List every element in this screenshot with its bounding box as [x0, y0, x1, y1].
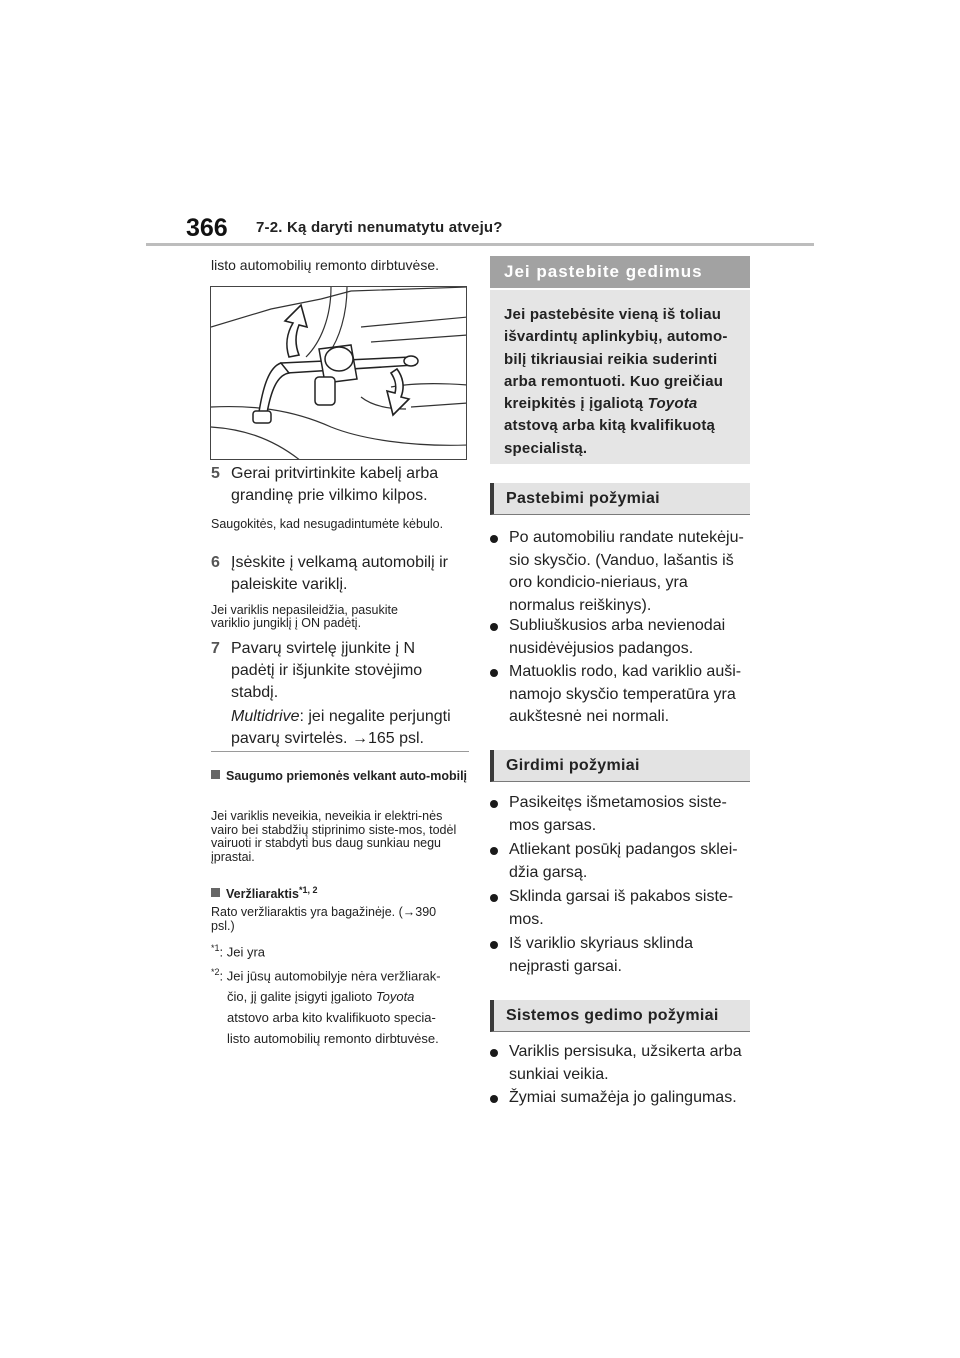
step-number: 6 — [211, 554, 220, 571]
safety-text: Jei variklis neveikia, neveikia ir elektri-nės vairo bei stabdžių stiprinimo siste-mos, todėl vairuoti ir stabdyti bus daug sunkiau negu įprastai. — [211, 809, 457, 864]
list-item: Subliuškusios arba nevienodai nusidėvėjusios padangos. — [490, 615, 750, 661]
list-item: Matuoklis rodo, kad variklio auši-namojo skysčio temperatūra yra aukštesnė nei normali. — [490, 661, 750, 731]
section-heading: Pastebimi požymiai — [490, 483, 750, 515]
brand-name: Toyota — [647, 395, 698, 413]
header-title: 7-2. Ką daryti nenumatytu atveju? — [256, 219, 503, 236]
wrench-text: Rato veržliaraktis yra bagažinėje. (→390 psl.) — [211, 905, 437, 933]
step-6 — [211, 552, 469, 598]
bullet-icon — [490, 535, 498, 543]
wrench-heading: Veržliaraktis$^{*1, 2}$ — [211, 884, 469, 902]
bullet-icon — [490, 669, 498, 677]
bullet-icon — [490, 1049, 498, 1057]
list-item: Po automobiliu randate nutekėju-sio skysčio. (Vanduo, lašantis iš oro kondicio-nieriaus, yra normalus reiškinys). — [490, 527, 750, 617]
step-text: Įsėskite į velkamą automobilį ir paleiskite variklį. — [231, 554, 448, 593]
step-number: 7 — [211, 640, 220, 657]
section-banner: Jei pastebite gedimus — [490, 256, 750, 288]
bullet-icon — [490, 894, 498, 902]
section-heading: Girdimi požymiai — [490, 750, 750, 782]
brand-name: Toyota — [375, 989, 415, 1005]
list-item: Sklinda garsai iš pakabos siste-mos. — [490, 886, 750, 932]
bullet-icon — [490, 623, 498, 631]
step-number: 5 — [211, 465, 220, 482]
square-bullet-icon — [211, 888, 220, 897]
wrench-illustration — [210, 286, 467, 460]
footnote-1: $^{*1}$: Jei yra — [211, 943, 266, 960]
bullet-icon — [490, 941, 498, 949]
list-item: Iš variklio skyriaus sklinda neįprasti garsai. — [490, 933, 750, 979]
page-number: 366 — [186, 214, 228, 242]
step-note: Jei variklis nepasileidžia, pasukite variklio jungiklį į ON padėtį. — [211, 603, 398, 630]
header-rule — [146, 243, 814, 246]
step-text: Gerai pritvirtinkite kabelį arba grandinę prie vilkimo kilpos. — [231, 465, 439, 504]
step-text: Pavarų svirtelę įjunkite į N padėtį ir išjunkite stovėjimo stabdį. Multidrive: jei negalite perjungti pavarų svirtelės. →165 psl. — [231, 640, 451, 747]
callout-box: Jei pastebėsite vieną iš toliau išvardintų aplinkybių, automo- bilį tikriausiai reikia suderinti arba remontuoti. Kuo greičiau kreipkitės į įgaliotą Toyota atstovą arba kitą kvalifikuotą specialistą. — [490, 290, 750, 464]
list-item: Atliekant posūkį padangos sklei-džia garsą. — [490, 839, 750, 885]
list-item: Žymiai sumažėja jo galingumas. — [490, 1087, 750, 1111]
footnote-2: $^{*2}$: Jei jūsų automobilyje nėra veržliarak- čio, jį galite įsigyti įgalioto Toyota atstovo arba kito kvalifikuoto specia- listo automobilių remonto dirbtuvėse. — [211, 967, 441, 1047]
step-7 — [211, 638, 469, 748]
bullet-icon — [490, 800, 498, 808]
section-heading: Sistemos gedimo požymiai — [490, 1000, 750, 1032]
list-item: Pasikeitęs išmetamosios siste-mos garsas. — [490, 792, 750, 838]
section-divider — [211, 751, 469, 752]
safety-heading: Saugumo priemonės velkant auto-mobilį — [211, 770, 469, 784]
step-note: Saugokitės, kad nesugadintumėte kėbulo. — [211, 517, 444, 531]
step-5 — [211, 463, 469, 509]
lead-text: listo automobilių remonto dirbtuvėse. — [211, 257, 440, 273]
list-item: Variklis persisuka, užsikerta arba sunkiai veikia. — [490, 1041, 750, 1087]
multidrive-label: Multidrive — [231, 708, 300, 725]
square-bullet-icon — [211, 770, 220, 779]
bullet-icon — [490, 1095, 498, 1103]
bullet-icon — [490, 847, 498, 855]
